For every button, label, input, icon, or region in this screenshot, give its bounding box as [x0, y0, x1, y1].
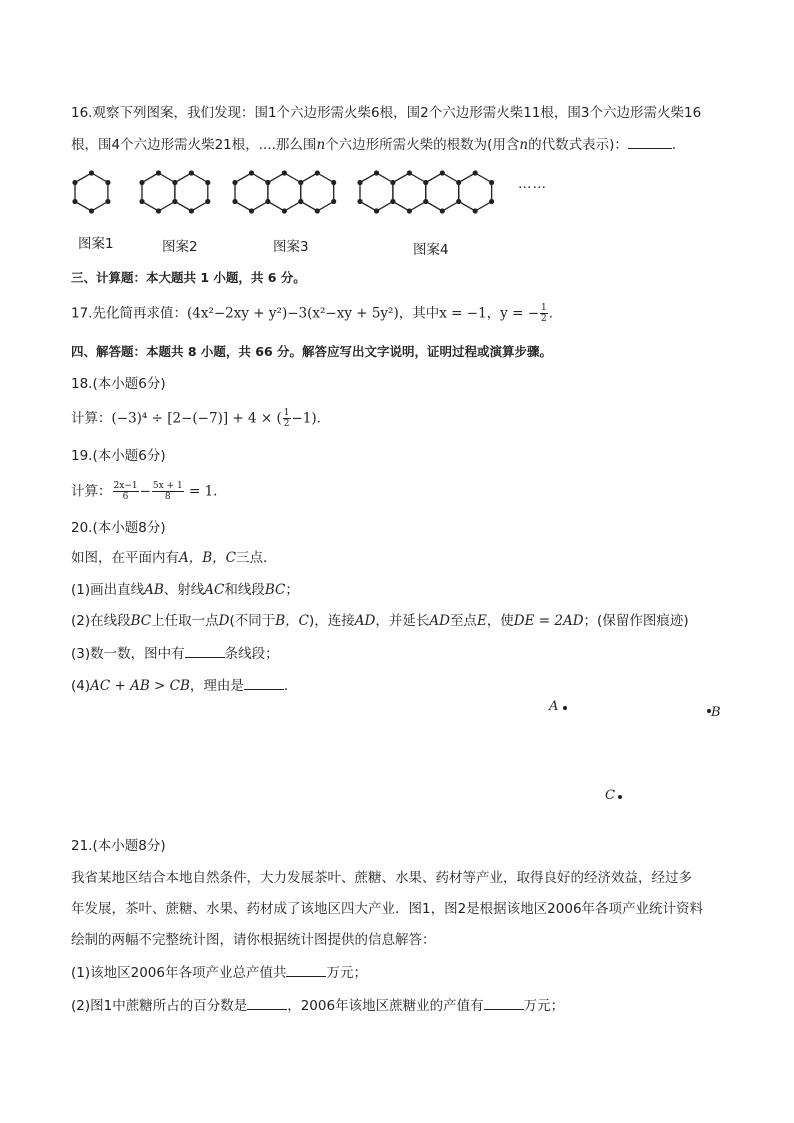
hexagon-4-4	[459, 173, 492, 211]
q19-minus: −	[139, 483, 151, 500]
matchstick-vertex-dot	[473, 170, 478, 175]
q20-heading: 20.(本小题8分)	[71, 520, 166, 536]
matchstick-vertex-dot	[407, 208, 412, 213]
q20-item1-a: (1)画出直线	[71, 582, 145, 598]
q20-item2-bc: BC	[130, 613, 152, 629]
q18-expression: (−3)⁴ ÷ [2−(−7)] + 4 × (	[111, 410, 282, 427]
q20-item2-ad: AD	[354, 613, 376, 629]
matchstick-vertex-dot	[390, 199, 395, 204]
q20-item2-h: ，使	[486, 613, 514, 629]
section4-heading: 四、解答题：本题共 8 小题，共 66 分。解答应写出文字说明，证明过程或演算步骤。	[71, 344, 553, 359]
matchstick-vertex-dot	[357, 199, 362, 204]
q20-item2-c: (不同于	[229, 613, 276, 629]
pattern-caption-1: 图案1	[78, 236, 114, 252]
q20-item1-b: 、射线	[163, 582, 205, 598]
point-c-label: C	[605, 788, 615, 803]
q18-heading: 18.(本小题6分)	[71, 376, 166, 392]
matchstick-vertex-dot	[265, 180, 270, 185]
matchstick-vertex-dot	[331, 199, 336, 204]
q20-item4-end: ．	[283, 678, 298, 694]
q19-heading: 19.(本小题6分)	[71, 448, 166, 464]
q19-numerator-1: 2x−1	[113, 481, 138, 491]
matchstick-vertex-dot	[265, 199, 270, 204]
q20-item3-a: (3)数一数，图中有	[71, 646, 185, 662]
q20-line-ab: AB	[144, 582, 164, 598]
q18-denominator: 2	[283, 419, 290, 429]
q16-ellipsis: ……	[518, 176, 547, 192]
hexagon-1-1	[75, 173, 108, 211]
q17-mid: ，其中	[398, 305, 440, 322]
q20-item2-g: 至点	[449, 613, 477, 629]
q18-prefix: 计算：	[71, 410, 112, 427]
q21-item2-blank-1[interactable]	[247, 995, 287, 1010]
matchstick-vertex-dot	[374, 208, 379, 213]
q20-item2-a: (2)在线段	[71, 613, 131, 629]
q20-item4-a: (4)	[71, 678, 91, 694]
q16-answer-blank[interactable]	[628, 134, 672, 149]
hexagon-3-2	[268, 173, 301, 211]
q20-item1-d: ；	[285, 582, 299, 598]
matchstick-vertex-dot	[249, 170, 254, 175]
matchstick-vertex-dot	[298, 180, 303, 185]
matchstick-vertex-dot	[473, 208, 478, 213]
hexagon-4-2	[393, 173, 426, 211]
q19-prefix: 计算：	[71, 483, 112, 500]
matchstick-vertex-dot	[232, 199, 237, 204]
q21-item2-c: 万元；	[523, 998, 565, 1014]
q20-item4-b: ，理由是	[189, 678, 244, 694]
q17-y-numerator: 1	[541, 303, 547, 313]
q20-item2-ad2: AD	[429, 613, 450, 629]
q17-prefix: 17.先化简再求值：	[71, 305, 187, 322]
q19-denominator-1: 6	[122, 492, 129, 502]
q21-paragraph-3: 绘制的两幅不完整统计图，请你根据统计图提供的信息解答：	[71, 932, 436, 948]
hexagon-2-2	[175, 173, 208, 211]
hexagon-3-3	[301, 173, 334, 211]
q18-tail: −1)．	[291, 410, 331, 427]
matchstick-vertex-dot	[315, 170, 320, 175]
matchstick-vertex-dot	[456, 180, 461, 185]
hexagon-patterns-figure	[0, 162, 794, 222]
matchstick-vertex-dot	[89, 208, 94, 213]
point-b-label: B	[711, 705, 721, 720]
matchstick-vertex-dot	[440, 208, 445, 213]
q21-item1	[71, 962, 367, 983]
matchstick-vertex-dot	[189, 170, 194, 175]
matchstick-vertex-dot	[282, 208, 287, 213]
matchstick-vertex-dot	[205, 199, 210, 204]
q20-segment-bc: BC	[264, 582, 286, 598]
pattern-caption-3: 图案3	[273, 239, 309, 255]
q20-item2-bc2: B，C	[275, 613, 309, 629]
hexagon-3-1	[235, 173, 268, 211]
matchstick-vertex-dot	[72, 180, 77, 185]
matchstick-vertex-dot	[172, 199, 177, 204]
matchstick-vertex-dot	[298, 199, 303, 204]
q16-line2-b: 个六边形所需火柴的根数为(用含	[325, 137, 520, 153]
matchstick-vertex-dot	[440, 170, 445, 175]
matchstick-vertex-dot	[232, 180, 237, 185]
q19-denominator-2: 8	[164, 492, 171, 502]
matchstick-vertex-dot	[489, 199, 494, 204]
q19-line	[71, 481, 217, 502]
q20-item2	[71, 611, 689, 631]
q20-item2-i: ；(保留作图痕迹)	[583, 613, 689, 629]
q20-item3-blank[interactable]	[185, 643, 225, 658]
matchstick-vertex-dot	[156, 208, 161, 213]
q21-item2	[71, 995, 564, 1016]
q19-fraction-2	[152, 481, 184, 502]
q20-item2-f: ，并延长	[375, 613, 430, 629]
q20-intro	[71, 548, 277, 568]
q21-heading: 21.(本小题8分)	[71, 838, 166, 854]
matchstick-vertex-dot	[156, 170, 161, 175]
q17-y-fraction	[540, 303, 548, 324]
point-a-dot	[563, 706, 567, 710]
q19-numerator-2: 5x + 1	[152, 481, 183, 491]
matchstick-vertex-dot	[315, 208, 320, 213]
q21-paragraph-2: 年发展，茶叶、蔗糖、水果、药材成了该地区四大产业．图1，图2是根据该地区2006年各项产业统计资料	[71, 901, 704, 917]
matchstick-vertex-dot	[390, 180, 395, 185]
q16-var-n2: n	[519, 137, 529, 153]
q17-comma: ，	[486, 305, 501, 322]
q20-item2-equation: DE = 2AD	[513, 613, 584, 629]
q16-line2-a: 根，围4个六边形需火柴21根，....那么围	[71, 137, 317, 153]
pattern-caption-2: 图案2	[162, 239, 198, 255]
q20-item2-e-point: E	[476, 613, 487, 629]
matchstick-vertex-dot	[456, 199, 461, 204]
q17-y-denominator: 2	[541, 314, 547, 324]
matchstick-vertex-dot	[423, 180, 428, 185]
matchstick-vertex-dot	[205, 180, 210, 185]
q21-item2-b: ，2006年该地区蔗糖业的产值有	[287, 998, 484, 1014]
q16-line2	[71, 134, 685, 155]
point-a-label: A	[549, 699, 559, 714]
q21-item1-a: (1)该地区2006年各项产业总产值共	[71, 965, 287, 981]
matchstick-vertex-dot	[139, 199, 144, 204]
matchstick-vertex-dot	[423, 199, 428, 204]
q20-item1-c: 和线段	[224, 582, 265, 598]
pattern-caption-4: 图案4	[413, 242, 449, 258]
matchstick-vertex-dot	[105, 199, 110, 204]
q20-intro-points: A，B，C	[179, 550, 236, 566]
q16-line2-c: 的代数式表示)：	[528, 137, 628, 153]
q21-item1-b: 万元；	[326, 965, 367, 981]
q18-fraction	[283, 408, 291, 429]
q19-tail: = 1.	[184, 483, 218, 500]
q16-var-n: n	[316, 137, 326, 153]
q19-fraction-1	[113, 481, 139, 502]
matchstick-vertex-dot	[249, 208, 254, 213]
matchstick-vertex-dot	[189, 208, 194, 213]
q20-item3	[71, 643, 279, 664]
q20-item2-d: D	[218, 613, 230, 629]
q20-item3-b: 条线段；	[224, 646, 279, 662]
q21-paragraph-1: 我省某地区结合本地自然条件，大力发展茶叶、蔗糖、水果、药材等产业，取得良好的经济效益，经过多	[71, 870, 692, 886]
matchstick-vertex-dot	[357, 180, 362, 185]
q17-x-value: x = −1	[439, 305, 487, 322]
q20-item2-e: )，连接	[309, 613, 355, 629]
q16-line2-end: ．	[671, 137, 686, 153]
point-c-dot	[618, 795, 622, 799]
section3-heading: 三、计算题：本大题共 1 小题，共 6 分。	[71, 270, 306, 285]
q18-line	[71, 408, 330, 429]
matchstick-vertex-dot	[72, 199, 77, 204]
hexagon-2-1	[142, 173, 175, 211]
q18-numerator: 1	[283, 408, 290, 418]
q20-intro-a: 如图，在平面内有	[71, 550, 179, 566]
matchstick-vertex-dot	[89, 170, 94, 175]
matchstick-vertex-dot	[489, 180, 494, 185]
q17-expression: (4x²−2xy + y²)−3(x²−xy + 5y²)	[186, 305, 399, 322]
q21-item2-blank-2[interactable]	[484, 995, 524, 1010]
q17-line	[71, 303, 553, 324]
q21-item1-blank[interactable]	[286, 962, 326, 977]
q20-ray-ac: AC	[204, 582, 225, 598]
matchstick-vertex-dot	[105, 180, 110, 185]
q17-y-value: y = −	[500, 305, 540, 322]
q20-item4-expression: AC + AB > CB	[90, 678, 190, 694]
q20-item1	[71, 580, 299, 600]
q21-item2-a: (2)图1中蔗糖所占的百分数是	[71, 998, 248, 1014]
q17-end: .	[548, 305, 554, 322]
q20-item2-b: 上任取一点	[151, 613, 219, 629]
q16-line1: 16.观察下列图案，我们发现：围1个六边形需火柴6根，围2个六边形需火柴11根，围3个六边形需火柴16	[71, 105, 702, 121]
matchstick-vertex-dot	[374, 170, 379, 175]
matchstick-vertex-dot	[139, 180, 144, 185]
hexagon-4-3	[426, 173, 459, 211]
q20-item4	[71, 675, 297, 696]
matchstick-vertex-dot	[172, 180, 177, 185]
hexagon-4-1	[360, 173, 393, 211]
q20-item4-blank[interactable]	[244, 675, 284, 690]
matchstick-vertex-dot	[407, 170, 412, 175]
matchstick-vertex-dot	[331, 180, 336, 185]
q20-intro-b: 三点．	[236, 550, 277, 566]
matchstick-vertex-dot	[282, 170, 287, 175]
